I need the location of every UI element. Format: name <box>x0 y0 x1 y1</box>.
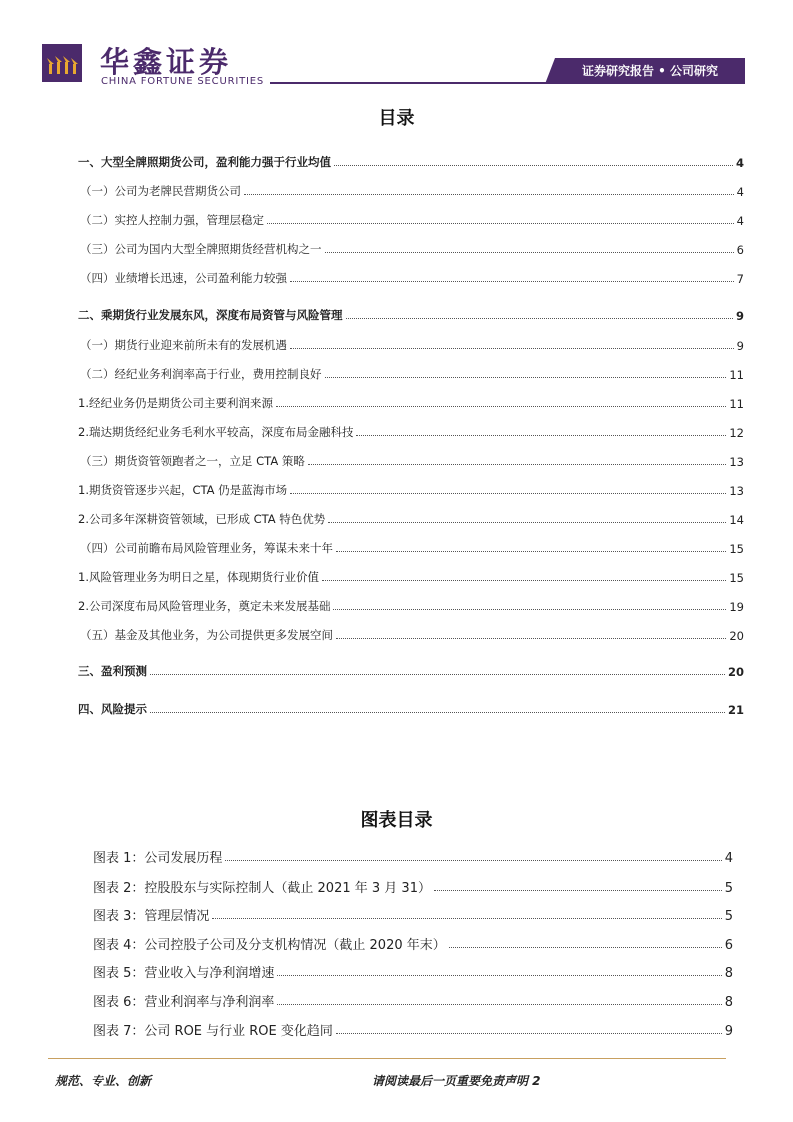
figure-entry[interactable] <box>93 846 733 866</box>
figure-entry-title: 图表 6：营业利润率与净利润率 <box>93 995 275 1010</box>
figure-leader-dots <box>277 974 721 976</box>
figure-entry[interactable] <box>93 990 733 1010</box>
figure-leader-dots <box>336 1032 722 1034</box>
report-type-tag: 证券研究报告 • 公司研究 <box>555 58 745 84</box>
figure-entry-title: 图表 5：营业收入与净利润增速 <box>93 966 275 981</box>
toc-entry-page: 6 <box>736 243 744 257</box>
toc-entry[interactable] <box>78 509 744 527</box>
header-divider <box>270 82 745 84</box>
toc-leader-dots <box>325 376 727 378</box>
toc-entry[interactable] <box>80 625 744 643</box>
figure-leader-dots <box>277 1003 721 1005</box>
toc-entry-title: （一）公司为老牌民营期货公司 <box>80 184 241 198</box>
toc-entry-title: 1.期货资管逐步兴起，CTA 仍是蓝海市场 <box>78 483 288 497</box>
toc-entry-title: （二）经纪业务利润率高于行业，费用控制良好 <box>80 367 322 381</box>
toc-entry-title: （五）基金及其他业务，为公司提供更多发展空间 <box>80 628 333 642</box>
toc-entry-title: （四）公司前瞻布局风险管理业务，筹谋未来十年 <box>80 541 333 555</box>
toc-entry-title: 2.瑞达期货经纪业务毛利水平较高，深度布局金融科技 <box>78 425 354 439</box>
toc-entry-page: 4 <box>736 185 744 199</box>
toc-leader-dots <box>244 193 734 195</box>
toc-entry-title: （三）期货资管领跑者之一，立足 CTA 策略 <box>80 454 305 468</box>
toc-entry[interactable] <box>78 393 744 411</box>
toc-leader-dots <box>267 222 734 224</box>
figure-leader-dots <box>225 859 721 861</box>
toc-entry[interactable] <box>80 364 744 382</box>
toc-leader-dots <box>328 521 726 523</box>
toc-entry[interactable] <box>80 181 744 199</box>
toc-entry-title: （四）业绩增长迅速，公司盈利能力较强 <box>80 271 287 285</box>
figure-entry[interactable] <box>93 1019 733 1039</box>
figure-entry-page: 6 <box>724 938 733 953</box>
toc-leader-dots <box>290 280 734 282</box>
footer-slogan: 规范、专业、创新 <box>55 1074 152 1088</box>
toc-entry-page: 20 <box>729 629 744 643</box>
figure-entry-page: 9 <box>724 1024 733 1039</box>
toc-entry-page: 15 <box>729 571 744 585</box>
toc-entry[interactable] <box>78 596 744 614</box>
toc-entry-page: 4 <box>736 214 744 228</box>
toc-entry-title: 三、盈利预测 <box>78 664 147 678</box>
toc-leader-dots <box>336 637 726 639</box>
toc-entry[interactable] <box>78 480 744 498</box>
figure-entry-page: 4 <box>724 851 733 866</box>
toc-entry-page: 9 <box>736 339 744 353</box>
toc-entry-title: （二）实控人控制力强，管理层稳定 <box>80 213 264 227</box>
toc-entry[interactable] <box>80 335 744 353</box>
toc-leader-dots <box>150 673 725 675</box>
toc-entry-page: 11 <box>729 397 744 411</box>
toc-entry[interactable] <box>80 538 744 556</box>
toc-leader-dots <box>322 579 726 581</box>
toc-entry-title: （三）公司为国内大型全牌照期货经营机构之一 <box>80 242 322 256</box>
toc-entry[interactable] <box>80 268 744 286</box>
footer-divider <box>48 1058 726 1059</box>
company-name-en: CHINA FORTUNE SECURITIES <box>101 76 264 87</box>
toc-entry-title: 2.公司深度布局风险管理业务，奠定未来发展基础 <box>78 599 331 613</box>
figure-entry[interactable] <box>93 876 733 896</box>
toc-leader-dots <box>333 608 726 610</box>
header-tag-notch <box>545 58 555 84</box>
toc-entry-page: 13 <box>729 455 744 469</box>
company-logo-icon <box>42 44 82 82</box>
toc-entry[interactable] <box>80 239 744 257</box>
figure-leader-dots <box>449 946 722 948</box>
figure-entry-page: 5 <box>724 909 733 924</box>
toc-leader-dots <box>290 492 726 494</box>
toc-entry[interactable] <box>80 451 744 469</box>
toc-entry[interactable] <box>80 210 744 228</box>
toc-entry-title: 二、乘期货行业发展东风，深度布局资管与风险管理 <box>78 308 343 322</box>
toc-entry-title: 一、大型全牌照期货公司，盈利能力强于行业均值 <box>78 155 331 169</box>
toc-entry-title: 1.经纪业务仍是期货公司主要利润来源 <box>78 396 273 410</box>
toc-entry[interactable] <box>78 567 744 585</box>
figure-entry-title: 图表 4：公司控股子公司及分支机构情况（截止 2020 年末） <box>93 938 446 953</box>
footer-disclaimer-note: 请阅读最后一页重要免责声明 2 <box>372 1074 541 1088</box>
toc-leader-dots <box>325 251 734 253</box>
figure-entry-page: 8 <box>724 966 733 981</box>
figures-title: 图表目录 <box>360 810 433 831</box>
figure-leader-dots <box>434 889 722 891</box>
toc-entry[interactable] <box>78 422 744 440</box>
toc-title: 目录 <box>378 108 415 129</box>
toc-entry-title: 2.公司多年深耕资管领域，已形成 CTA 特色优势 <box>78 512 326 526</box>
figure-leader-dots <box>212 917 721 919</box>
toc-entry-page: 4 <box>735 156 744 170</box>
figure-entry-title: 图表 2：控股股东与实际控制人（截止 2021 年 3 月 31） <box>93 881 431 896</box>
figure-entry[interactable] <box>93 933 733 953</box>
toc-leader-dots <box>336 550 726 552</box>
toc-leader-dots <box>356 434 726 436</box>
toc-entry-title: 四、风险提示 <box>78 702 147 716</box>
toc-leader-dots <box>150 711 725 713</box>
toc-entry[interactable] <box>78 661 744 679</box>
toc-entry-page: 21 <box>727 703 744 717</box>
toc-leader-dots <box>346 317 733 319</box>
figure-entry-title: 图表 1：公司发展历程 <box>93 851 223 866</box>
toc-entry-page: 20 <box>727 665 744 679</box>
toc-entry-page: 13 <box>729 484 744 498</box>
toc-leader-dots <box>308 463 727 465</box>
toc-entry-page: 9 <box>735 309 744 323</box>
figure-entry-title: 图表 7：公司 ROE 与行业 ROE 变化趋同 <box>93 1024 333 1039</box>
toc-entry[interactable] <box>78 305 744 323</box>
figure-entry-title: 图表 3：管理层情况 <box>93 909 210 924</box>
figure-entry[interactable] <box>93 904 733 924</box>
toc-leader-dots <box>276 405 726 407</box>
figure-entry-page: 8 <box>724 995 733 1010</box>
toc-entry[interactable] <box>78 152 744 170</box>
toc-entry-page: 12 <box>729 426 744 440</box>
toc-entry-page: 19 <box>729 600 744 614</box>
toc-entry-page: 14 <box>729 513 744 527</box>
figure-entry-page: 5 <box>724 881 733 896</box>
toc-entry[interactable] <box>78 699 744 717</box>
company-name-cn: 华鑫证券 <box>100 45 233 79</box>
toc-leader-dots <box>334 164 733 166</box>
toc-entry-page: 11 <box>729 368 744 382</box>
toc-entry-page: 15 <box>729 542 744 556</box>
toc-entry-title: 1.风险管理业务为明日之星，体现期货行业价值 <box>78 570 319 584</box>
figure-entry[interactable] <box>93 961 733 981</box>
toc-entry-page: 7 <box>736 272 744 286</box>
toc-entry-title: （一）期货行业迎来前所未有的发展机遇 <box>80 338 287 352</box>
toc-leader-dots <box>290 347 734 349</box>
